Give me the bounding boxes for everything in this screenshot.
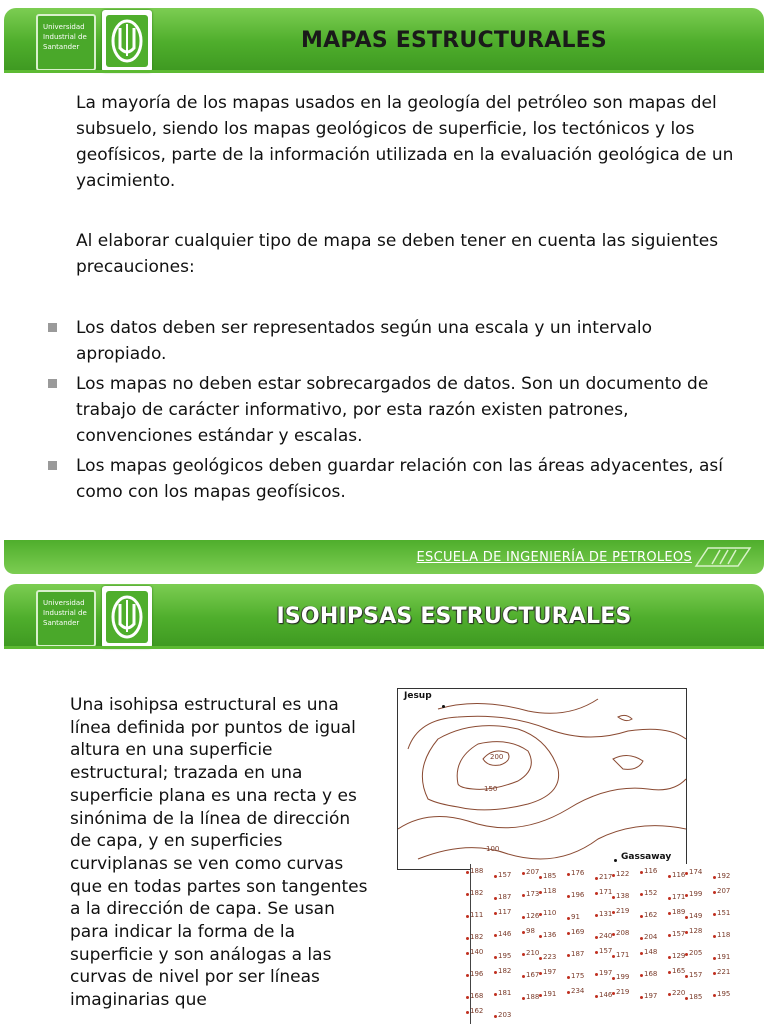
grid-value: 196 xyxy=(470,970,484,978)
grid-point-icon xyxy=(612,896,615,899)
grid-value: 173 xyxy=(526,890,540,898)
grid-value: 174 xyxy=(689,868,703,876)
isohipsa-definition: Una isohipsa estructural es una línea definida por puntos de igual altura en una superficie estructural; trazada en una superficie plana es una recta y es sinónima de la línea de dirección de capa, y en superficies curviplanas se ven como curvas que en todas partes son tangentes a la dirección de capa. Se usan para indicar la forma de la superficie y son análogas a las curvas de nivel por ser líneas imaginarias que xyxy=(70,695,368,1011)
grid-point-icon xyxy=(494,956,497,959)
list-item-text: Los mapas geológicos deben guardar relación con las áreas adyacentes, así como con los mapas geofísicos. xyxy=(76,456,723,502)
bullet-square-icon xyxy=(48,379,57,388)
grid-value: 221 xyxy=(717,968,731,976)
grid-value: 191 xyxy=(717,953,731,961)
grid-point-icon xyxy=(522,997,525,1000)
grid-point-icon xyxy=(612,911,615,914)
grid-point-icon xyxy=(685,975,688,978)
grid-value: 111 xyxy=(470,911,484,919)
grid-value: 129 xyxy=(672,952,686,960)
grid-point-icon xyxy=(595,877,598,880)
grid-point-icon xyxy=(713,876,716,879)
grid-value: 157 xyxy=(689,971,703,979)
grid-point-icon xyxy=(713,891,716,894)
grid-point-icon xyxy=(668,934,671,937)
grid-value: 157 xyxy=(599,947,613,955)
list-item xyxy=(48,315,738,367)
grid-value: 204 xyxy=(644,933,658,941)
grid-value: 136 xyxy=(543,931,557,939)
grid-point-icon xyxy=(713,935,716,938)
grid-value: 223 xyxy=(543,953,557,961)
logo-line: Universidad xyxy=(43,23,85,31)
logo-line: Industrial de xyxy=(43,609,87,617)
grid-value: 118 xyxy=(717,931,731,939)
grid-value: 149 xyxy=(689,912,703,920)
grid-point-icon xyxy=(668,993,671,996)
grid-point-icon xyxy=(522,931,525,934)
grid-point-icon xyxy=(539,972,542,975)
grid-point-icon xyxy=(522,953,525,956)
grid-point-icon xyxy=(640,996,643,999)
grid-point-icon xyxy=(522,916,525,919)
grid-value: 171 xyxy=(672,893,686,901)
grid-point-icon xyxy=(539,913,542,916)
grid-value: 171 xyxy=(599,888,613,896)
grid-point-icon xyxy=(640,871,643,874)
grid-point-icon xyxy=(595,892,598,895)
logo-line: Universidad xyxy=(43,599,85,607)
grid-value: 207 xyxy=(717,887,731,895)
list-item-text: Los mapas no deben estar sobrecargados de datos. Son un documento de trabajo de carácter informativo, por esta razón existen patrones, convenciones estándar y escalas. xyxy=(76,374,709,446)
grid-point-icon xyxy=(494,934,497,937)
grid-value: 208 xyxy=(616,929,630,937)
grid-point-icon xyxy=(668,875,671,878)
list-item-text: Los datos deben ser representados según una escala y un intervalo apropiado. xyxy=(76,318,653,364)
grid-value: 189 xyxy=(672,908,686,916)
grid-point-icon xyxy=(612,955,615,958)
intro-paragraph: La mayoría de los mapas usados en la geología del petróleo son mapas del subsuelo, siendo los mapas geológicos de superficie, los tectónicos y los geofísicos, parte de la información utilizada en la evaluación geológica de un yacimiento. xyxy=(76,93,734,191)
building-icon xyxy=(694,546,752,568)
university-logo xyxy=(36,14,96,71)
grid-value: 168 xyxy=(644,970,658,978)
grid-point-icon xyxy=(539,876,542,879)
bullet-square-icon xyxy=(48,323,57,332)
logo-line: Santander xyxy=(43,619,80,627)
grid-value: 171 xyxy=(616,951,630,959)
grid-value: 199 xyxy=(616,973,630,981)
grid-point-icon xyxy=(567,895,570,898)
grid-value: 182 xyxy=(498,967,512,975)
grid-point-icon xyxy=(612,874,615,877)
well-marker-icon xyxy=(614,859,617,862)
header-divider xyxy=(4,70,764,73)
grid-point-icon xyxy=(713,957,716,960)
grid-point-icon xyxy=(567,991,570,994)
grid-point-icon xyxy=(713,913,716,916)
slide-title: MAPAS ESTRUCTURALES xyxy=(301,28,607,53)
well-marker-icon xyxy=(442,705,445,708)
grid-value: 196 xyxy=(571,891,585,899)
grid-value: 165 xyxy=(672,967,686,975)
grid-value: 117 xyxy=(498,908,512,916)
grid-point-icon xyxy=(494,993,497,996)
grid-value: 148 xyxy=(644,948,658,956)
grid-value: 220 xyxy=(672,989,686,997)
grid-point-icon xyxy=(466,915,469,918)
grid-value: 197 xyxy=(543,968,557,976)
contour-lines xyxy=(398,689,686,869)
grid-point-icon xyxy=(567,954,570,957)
footer-bar xyxy=(4,540,764,574)
grid-point-icon xyxy=(494,897,497,900)
grid-point-icon xyxy=(713,972,716,975)
grid-point-icon xyxy=(539,891,542,894)
grid-point-icon xyxy=(668,897,671,900)
grid-point-icon xyxy=(668,956,671,959)
grid-value: 162 xyxy=(644,911,658,919)
grid-value: 118 xyxy=(543,887,557,895)
grid-value: 181 xyxy=(498,989,512,997)
grid-value: 187 xyxy=(498,893,512,901)
grid-point-icon xyxy=(494,1015,497,1018)
logo-line: Industrial de xyxy=(43,33,87,41)
grid-value: 126 xyxy=(526,912,540,920)
uis-emblem-icon xyxy=(102,10,152,72)
grid-point-icon xyxy=(466,871,469,874)
grid-value: 191 xyxy=(543,990,557,998)
grid-value: 157 xyxy=(498,871,512,879)
grid-value: 162 xyxy=(470,1007,484,1015)
grid-value: 187 xyxy=(571,950,585,958)
grid-value: 217 xyxy=(599,873,613,881)
grid-value: 199 xyxy=(689,890,703,898)
grid-value: 219 xyxy=(616,988,630,996)
grid-point-icon xyxy=(595,936,598,939)
grid-point-icon xyxy=(567,917,570,920)
grid-value: 188 xyxy=(470,867,484,875)
grid-point-icon xyxy=(685,872,688,875)
grid-value: 128 xyxy=(689,927,703,935)
school-link[interactable]: ESCUELA DE INGENIERÍA DE PETROLEOS xyxy=(416,550,692,565)
grid-value: 169 xyxy=(571,928,585,936)
contour-map xyxy=(397,688,687,870)
grid-value: 131 xyxy=(599,910,613,918)
grid-value: 195 xyxy=(498,952,512,960)
grid-point-icon xyxy=(494,875,497,878)
grid-point-icon xyxy=(685,997,688,1000)
grid-value: 205 xyxy=(689,949,703,957)
grid-value: 116 xyxy=(672,871,686,879)
grid-point-icon xyxy=(522,975,525,978)
grid-point-icon xyxy=(466,996,469,999)
grid-point-icon xyxy=(539,957,542,960)
grid-value: 176 xyxy=(571,869,585,877)
grid-point-icon xyxy=(685,953,688,956)
map-label-gassaway: Gassaway xyxy=(621,852,672,862)
grid-point-icon xyxy=(595,995,598,998)
grid-point-icon xyxy=(466,1011,469,1014)
contour-label: 200 xyxy=(490,753,504,761)
grid-point-icon xyxy=(539,935,542,938)
slide-isohipsas-estructurales xyxy=(0,576,768,1024)
grid-value: 110 xyxy=(543,909,557,917)
grid-point-icon xyxy=(494,971,497,974)
grid-point-icon xyxy=(685,931,688,934)
grid-point-icon xyxy=(539,994,542,997)
elevation-data-grid xyxy=(470,864,747,1024)
grid-value: 240 xyxy=(599,932,613,940)
header-bar xyxy=(4,584,764,646)
grid-value: 185 xyxy=(543,872,557,880)
grid-point-icon xyxy=(668,912,671,915)
grid-value: 192 xyxy=(717,872,731,880)
grid-point-icon xyxy=(595,951,598,954)
grid-point-icon xyxy=(640,974,643,977)
grid-point-icon xyxy=(612,992,615,995)
grid-point-icon xyxy=(567,932,570,935)
grid-point-icon xyxy=(640,937,643,940)
map-label-jesup: Jesup xyxy=(404,691,432,701)
grid-value: 207 xyxy=(526,868,540,876)
grid-point-icon xyxy=(466,937,469,940)
grid-value: 234 xyxy=(571,987,585,995)
grid-value: 167 xyxy=(526,971,540,979)
header-bar xyxy=(4,8,764,70)
grid-value: 98 xyxy=(526,927,535,935)
grid-point-icon xyxy=(713,994,716,997)
grid-value: 210 xyxy=(526,949,540,957)
grid-point-icon xyxy=(612,977,615,980)
grid-point-icon xyxy=(685,894,688,897)
grid-point-icon xyxy=(595,914,598,917)
precautions-list xyxy=(48,315,738,509)
grid-value: 188 xyxy=(526,993,540,1001)
grid-point-icon xyxy=(522,894,525,897)
grid-value: 175 xyxy=(571,972,585,980)
grid-value: 146 xyxy=(599,991,613,999)
grid-value: 157 xyxy=(672,930,686,938)
grid-point-icon xyxy=(640,915,643,918)
grid-point-icon xyxy=(685,916,688,919)
grid-value: 185 xyxy=(689,993,703,1001)
grid-point-icon xyxy=(466,974,469,977)
grid-value: 197 xyxy=(599,969,613,977)
grid-value: 91 xyxy=(571,913,580,921)
grid-point-icon xyxy=(466,952,469,955)
grid-point-icon xyxy=(522,872,525,875)
grid-point-icon xyxy=(466,893,469,896)
grid-value: 219 xyxy=(616,907,630,915)
precautions-paragraph: Al elaborar cualquier tipo de mapa se deben tener en cuenta las siguientes precauciones: xyxy=(76,231,719,277)
bullet-square-icon xyxy=(48,461,57,470)
grid-point-icon xyxy=(494,912,497,915)
grid-value: 152 xyxy=(644,889,658,897)
grid-value: 195 xyxy=(717,990,731,998)
grid-point-icon xyxy=(612,933,615,936)
grid-value: 151 xyxy=(717,909,731,917)
grid-value: 140 xyxy=(470,948,484,956)
grid-point-icon xyxy=(640,952,643,955)
contour-label: 100 xyxy=(486,845,500,853)
grid-point-icon xyxy=(595,973,598,976)
grid-value: 168 xyxy=(470,992,484,1000)
grid-point-icon xyxy=(567,873,570,876)
grid-value: 146 xyxy=(498,930,512,938)
grid-value: 116 xyxy=(644,867,658,875)
list-item xyxy=(48,453,738,505)
grid-point-icon xyxy=(567,976,570,979)
grid-point-icon xyxy=(668,971,671,974)
contour-label: 150 xyxy=(484,785,498,793)
logo-line: Santander xyxy=(43,43,80,51)
slide-title: ISOHIPSAS ESTRUCTURALES xyxy=(276,604,632,629)
header-divider xyxy=(4,646,764,649)
grid-point-icon xyxy=(640,893,643,896)
grid-value: 122 xyxy=(616,870,630,878)
grid-value: 197 xyxy=(644,992,658,1000)
uis-emblem-icon xyxy=(102,586,152,648)
university-logo xyxy=(36,590,96,647)
grid-value: 203 xyxy=(498,1011,512,1019)
grid-value: 138 xyxy=(616,892,630,900)
grid-value: 182 xyxy=(470,889,484,897)
grid-value: 182 xyxy=(470,933,484,941)
list-item xyxy=(48,371,738,449)
